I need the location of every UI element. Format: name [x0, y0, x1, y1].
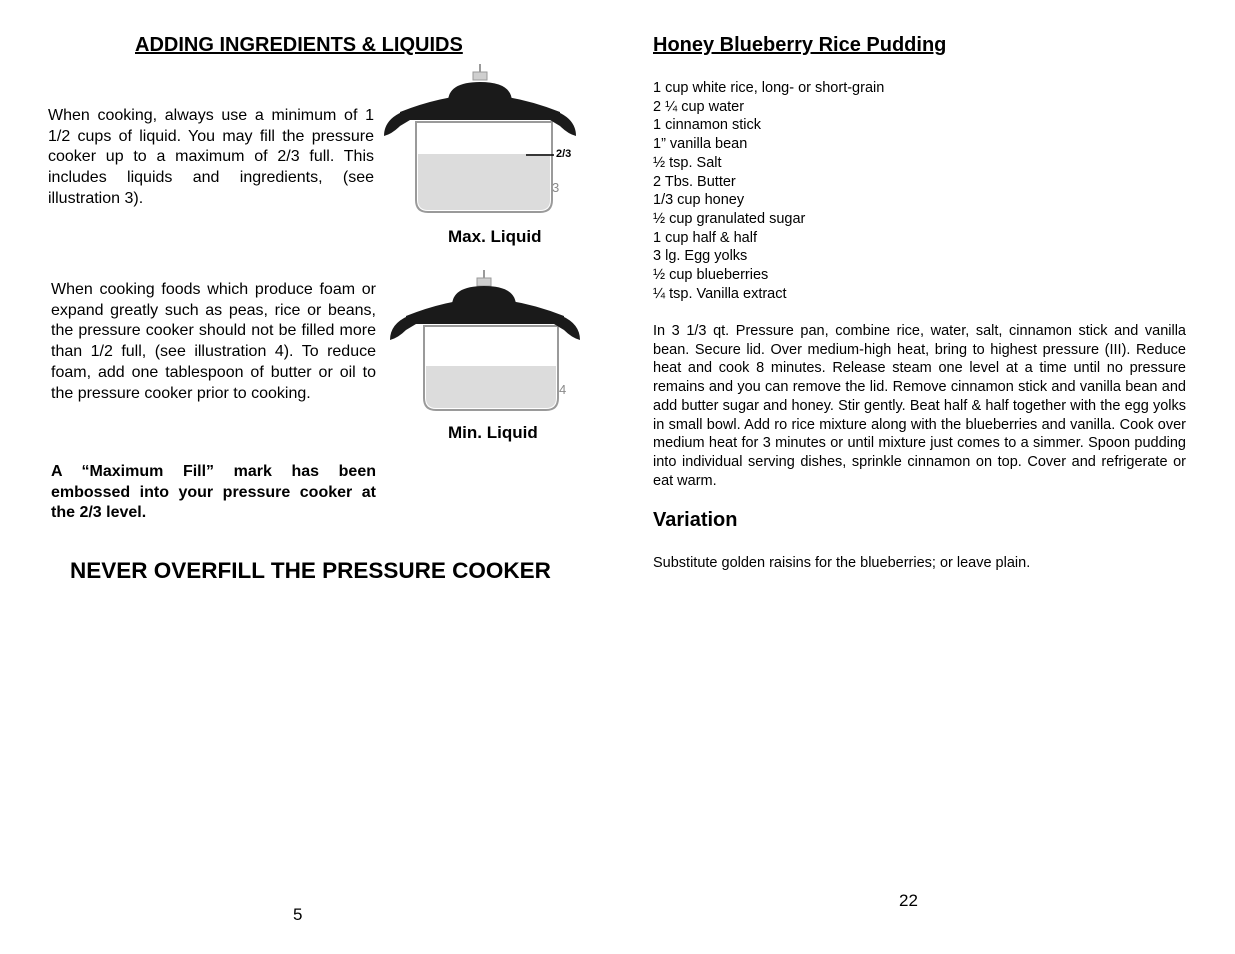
pressure-cooker-min-illustration [386, 268, 586, 418]
min-liquid-caption: Min. Liquid [448, 423, 538, 442]
list-item: 1 cinnamon stick [653, 117, 761, 134]
list-item: 1 cup half & half [653, 229, 757, 246]
list-item: ½ cup blueberries [653, 267, 769, 284]
recipe-method: In 3 1/3 qt. Pressure pan, combine rice, water, salt, cinnamon stick and vanilla bean. Secure lid. Over medium-high heat, bring to highest pressure (III). Reduce heat and cook 8 minutes. Release steam one level at a time until no pressure remains and you can remove the lid. Remove cinnamon stick and vanilla bean and add butter sugar and honey. Stir gently. Beat half & half together with the egg yolks in small bowl. Add ro rice mixture along with the blueberries and vanilla. Cook over medium heat for 3 minutes or until mixture just comes to a simmer. Spoon pudding into individual serving dishes, sprinkle cinnamon on top. Cover and refrigerate or eat warm. [653, 323, 1186, 489]
variation-text: Substitute golden raisins for the blueberries; or leave plain. [653, 555, 1031, 571]
list-item: 1” vanilla bean [653, 136, 748, 153]
right-page-number: 22 [899, 891, 918, 910]
illustration-number-3: 3 [552, 180, 560, 195]
list-item: 1/3 cup honey [653, 192, 745, 209]
pressure-cooker-max-illustration [380, 62, 580, 222]
minimum-liquid-paragraph: When cooking, always use a minimum of 1 1/2 cups of liquid. You may fill the pressure cooker up to a maximum of 2/3 full. This includes liquids and ingredients, (see illustration 3). [48, 107, 374, 207]
list-item: 2 ¼ cup water [653, 98, 745, 115]
list-item: 3 lg. Egg yolks [653, 248, 748, 265]
list-item: ½ tsp. Salt [653, 154, 722, 171]
list-item: ¼ tsp. Vanilla extract [653, 285, 787, 302]
recipe-title: Honey Blueberry Rice Pudding [653, 34, 947, 56]
list-item: 2 Tbs. Butter [653, 173, 736, 190]
max-liquid-caption: Max. Liquid [448, 227, 542, 246]
max-fill-mark-label: 2/3 [556, 148, 572, 160]
foam-foods-paragraph: When cooking foods which produce foam or expand greatly such as peas, rice or beans, the pressure cooker should not be filled more than 1/2 full, (see illustration 4). To reduce foam, add one tablespoon of butter or oil to the pressure cooker prior to cooking. [51, 281, 376, 402]
list-item: ½ cup granulated sugar [653, 210, 806, 227]
illustration-number-4: 4 [559, 382, 567, 397]
left-page-heading: ADDING INGREDIENTS & LIQUIDS [135, 34, 463, 56]
maximum-fill-note: A “Maximum Fill” mark has been embossed into your pressure cooker at the 2/3 level. [51, 463, 376, 522]
ingredient-list [653, 79, 884, 303]
left-page-number: 5 [293, 905, 303, 924]
list-item: 1 cup white rice, long- or short-grain [653, 80, 885, 96]
variation-heading: Variation [653, 509, 738, 531]
overfill-warning: NEVER OVERFILL THE PRESSURE COOKER [70, 558, 551, 583]
